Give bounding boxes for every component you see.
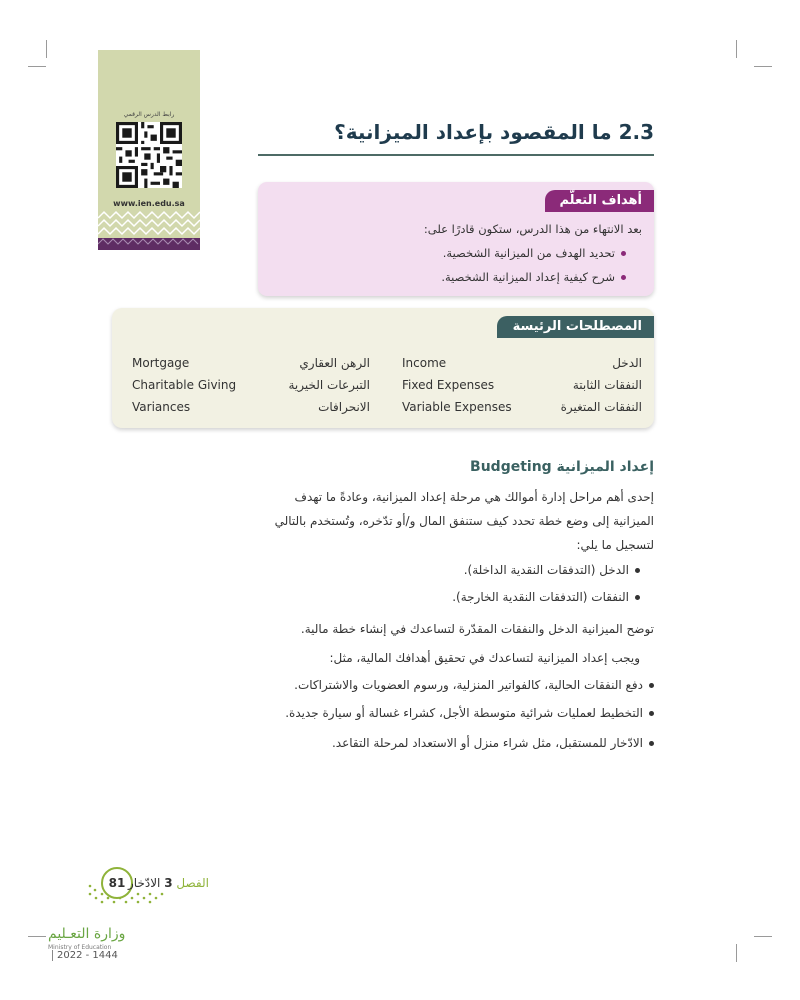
list-item-text: النفقات (التدفقات النقدية الخارجة). [452, 590, 629, 604]
key-terms-heading: المصطلحات الرئيسة [497, 316, 654, 338]
list-item [285, 706, 654, 720]
term-arabic: الدخل [612, 356, 642, 370]
chapter-number: 3 [164, 876, 173, 890]
paragraph-line: إحدى أهم مراحل إدارة أموالك هي مرحلة إعداد الميزانية، وعادةً ما تهدف [294, 490, 654, 504]
objective-text: تحديد الهدف من الميزانية الشخصية. [442, 246, 615, 260]
title-divider [258, 154, 654, 156]
term-english: Variable Expenses [402, 400, 512, 414]
bullet-icon [635, 568, 640, 573]
paragraph-sentence: ويجب إعداد الميزانية لتساعدك في تحقيق أهدافك المالية، مثل: [329, 651, 640, 665]
objectives-heading: أهداف التعلّم [545, 190, 654, 212]
term-english: Charitable Giving [132, 378, 237, 392]
bullet-icon [649, 711, 654, 716]
term-english: Fixed Expenses [402, 378, 495, 392]
lesson-title: 2.3 ما المقصود بإعداد الميزانية؟ [334, 120, 654, 144]
qr-panel [98, 50, 200, 250]
list-item [464, 563, 640, 577]
qr-code[interactable] [116, 122, 182, 188]
page-number: 81 [101, 867, 133, 899]
crop-mark-bottom-right-h [754, 936, 772, 937]
qr-caption: رابط الدرس الرقمي [123, 111, 175, 118]
objective-text: شرح كيفية إعداد الميزانية الشخصية. [441, 270, 615, 284]
list-item-text: الادّخار للمستقبل، مثل شراء منزل أو الاستعداد لمرحلة التقاعد. [331, 736, 643, 750]
edition-year: 2022 - 1444 [52, 950, 118, 961]
term-english: Income [402, 356, 447, 370]
bullet-icon [621, 275, 626, 280]
term-english: Variances [132, 400, 191, 414]
crop-mark-bottom-left-h [28, 936, 46, 937]
term-arabic: الرهن العقاري [299, 356, 370, 370]
paragraph-line: لتسجيل ما يلي: [576, 538, 654, 552]
paragraph-line: الميزانية إلى وضع خطة تحدد كيف ستنفق المال و/أو تدّخره، وتُستخدم بالتالي [274, 514, 654, 528]
crop-mark-top-right-v [736, 40, 737, 58]
chapter-word: الفصل [176, 876, 209, 890]
term-arabic: التبرعات الخيرية [288, 378, 370, 392]
list-item-text: التخطيط لعمليات شرائية متوسطة الأجل، كشراء غسالة أو سيارة جديدة. [285, 706, 643, 720]
bullet-icon [649, 741, 654, 746]
chapter-title: الادّخار [128, 876, 161, 890]
term-english: Mortgage [132, 356, 190, 370]
list-item-text: دفع النفقات الحالية، كالفواتير المنزلية، ورسوم العضويات والاشتراكات. [294, 678, 643, 692]
objective-item [441, 270, 626, 284]
list-item [452, 590, 640, 604]
term-arabic: النفقات المتغيرة [560, 400, 642, 414]
bullet-icon [621, 251, 626, 256]
decorative-pattern [98, 208, 200, 250]
bullet-icon [635, 595, 640, 600]
key-terms-box [112, 308, 654, 428]
crop-mark-top-left-v [46, 40, 47, 58]
term-arabic: النفقات الثابتة [572, 378, 642, 392]
objectives-intro: بعد الانتهاء من هذا الدرس، ستكون قادرًا على: [423, 222, 642, 236]
section-heading: إعداد الميزانية Budgeting [470, 459, 654, 475]
crop-mark-top-left-h [28, 66, 46, 67]
list-item [332, 736, 654, 750]
qr-url[interactable]: www.ien.edu.sa [113, 199, 185, 208]
paragraph-sentence: توضح الميزانية الدخل والنفقات المقدّرة لتساعدك في إنشاء خطة مالية. [300, 622, 654, 636]
crop-mark-top-right-h [754, 66, 772, 67]
list-item-text: الدخل (التدفقات النقدية الداخلة). [463, 563, 629, 577]
ministry-name-en: Ministry of Education [48, 944, 112, 951]
learning-objectives-box [258, 182, 654, 296]
bullet-icon [649, 683, 654, 688]
chapter-label [128, 876, 209, 890]
objective-item [443, 246, 626, 260]
crop-mark-bottom-right-v [736, 944, 737, 962]
ministry-logo: وزارة التعـليم [48, 926, 126, 942]
term-arabic: الانحرافات [318, 400, 370, 414]
list-item [294, 678, 654, 692]
